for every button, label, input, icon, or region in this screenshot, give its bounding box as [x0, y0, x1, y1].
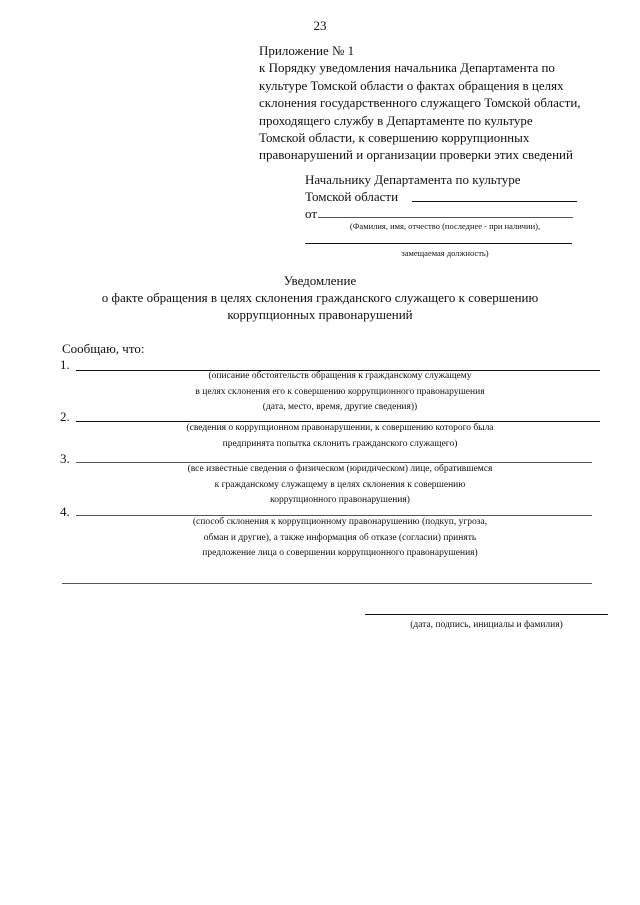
addressee-region-field[interactable] [412, 201, 577, 202]
item-number: 1. [60, 357, 70, 372]
appendix-line: Приложение № 1 [259, 43, 355, 58]
caption-line: (все известные сведения о физическом (юридическом) лице, обратившемся [187, 464, 493, 474]
caption-line: (описание обстоятельств обращения к гражданскому служащему [208, 371, 472, 381]
title-line-3: коррупционных правонарушений [227, 307, 413, 322]
page-number: 23 [313, 18, 327, 33]
sender-position-field[interactable] [305, 243, 572, 244]
appendix-line: проходящего службу в Департаменте по культуре [259, 112, 533, 128]
title-line-2: о факте обращения в целях склонения гражданского служащего к совершению [101, 290, 539, 305]
position-hint: замещаемая должность) [401, 248, 489, 258]
caption-line: предпринята попытка склонить гражданского служащего) [222, 438, 458, 449]
signature-field[interactable] [365, 614, 608, 615]
appendix-line: культуре Томской области о фактах обращения в целях [259, 77, 564, 93]
caption-line: обман и другие), а также информация об отказе (согласии) принять [203, 532, 477, 543]
caption-line: (дата, место, время, другие сведения)) [262, 402, 418, 412]
item-4-caption [120, 515, 560, 562]
appendix-line: правонарушений и организации проверки этих сведений [259, 147, 573, 163]
fio-hint: (Фамилия, имя, отчество (последнее - при наличии), [349, 221, 541, 231]
caption-line: в целях склонения его к совершению коррупционного правонарушения [195, 386, 485, 397]
item-number: 3. [60, 451, 70, 466]
item-2-caption [120, 421, 560, 452]
caption-line: (способ склонения к коррупционному правонарушению (подкуп, угроза, [192, 517, 488, 527]
addressee-line-2: Томской области [305, 189, 399, 204]
appendix-line: Томской области, к совершению коррупционных [259, 130, 530, 146]
addressee-line-1: Начальнику Департамента по культуре [305, 172, 521, 187]
addressee-block [305, 171, 521, 222]
appendix-header [259, 42, 581, 164]
from-label: от [305, 206, 318, 221]
caption-line: (сведения о коррупционном правонарушении, к совершению которого была [186, 423, 494, 433]
item-3-caption [120, 462, 560, 509]
caption-line: предложение лица о совершении коррупционного правонарушения) [202, 548, 478, 558]
appendix-line: к Порядку уведомления начальника Департамента по [259, 60, 555, 76]
signature-hint: (дата, подпись, инициалы и фамилия) [410, 620, 563, 630]
title-line-1: Уведомление [283, 273, 357, 288]
caption-line: к гражданскому служащему в целях склонения к совершению [214, 479, 466, 490]
item-number: 4. [60, 504, 70, 519]
item-number: 2. [60, 409, 70, 424]
appendix-line: склонения государственного служащего Томской области, [259, 95, 581, 111]
intro-text: Сообщаю, что: [62, 341, 145, 356]
continuation-field[interactable] [62, 583, 592, 584]
caption-line: коррупционного правонарушения) [270, 495, 410, 505]
item-1-caption [120, 369, 560, 416]
sender-name-field[interactable] [318, 217, 573, 218]
document-title [0, 272, 640, 323]
